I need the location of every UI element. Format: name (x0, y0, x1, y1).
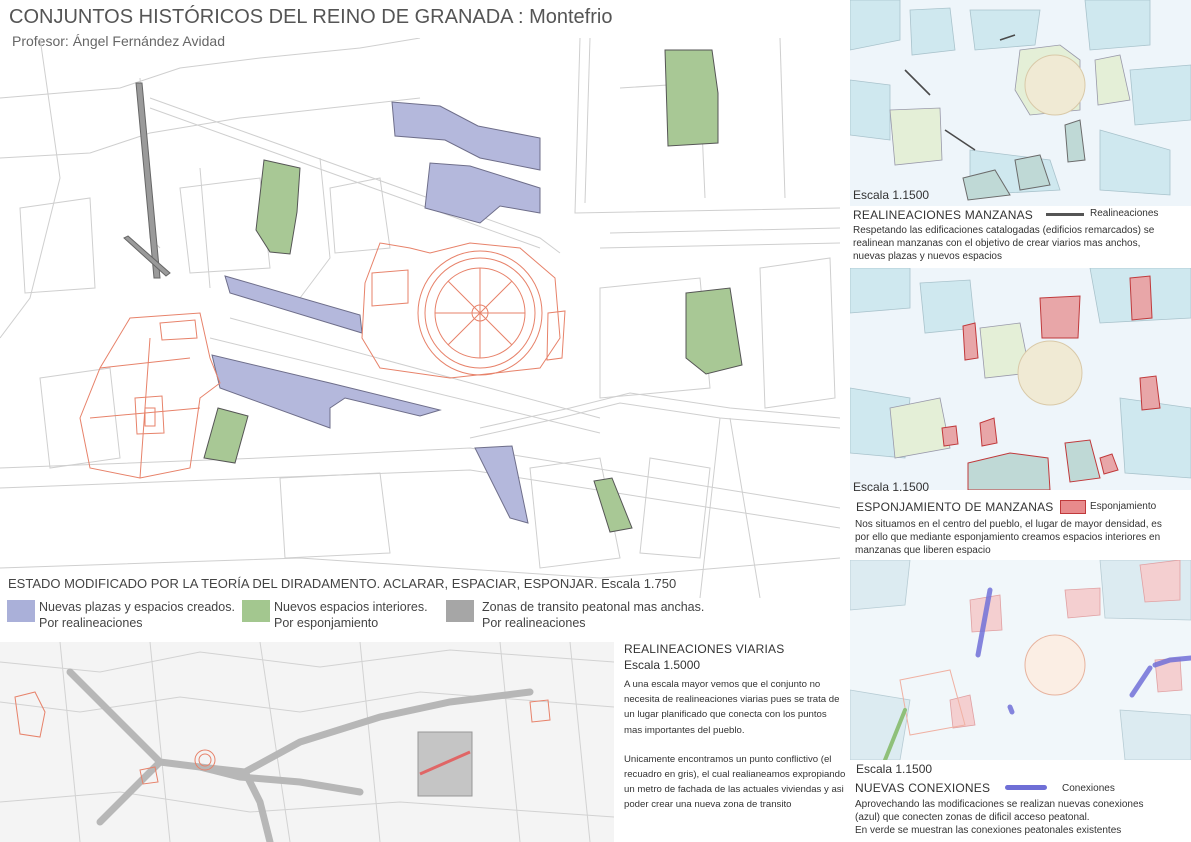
panel1-legend-label: Realineaciones (1090, 208, 1159, 219)
panel1-line-1: Respetando las edificaciones catalogadas (edificios remarcados) se (853, 225, 1155, 236)
panel3-scale: Escala 1.1500 (856, 762, 933, 776)
legend-item-transito (482, 599, 722, 631)
panel1-legend-line (1046, 213, 1084, 216)
panel1-line-2: realinean manzanas con el objetivo de crear viarios mas anchos, (853, 238, 1141, 249)
viarias-title: REALINEACIONES VIARIAS (624, 642, 785, 656)
main-plan-map (0, 38, 840, 598)
panel3-legend-line (1005, 785, 1047, 790)
panel3-line-3: En verde se muestran las conexiones peatonales existentes (855, 825, 1122, 836)
viarias-paragraph-1: A una escala mayor vemos que el conjunto no necesita de realineaciones viarias pues se trata de un lugar planificado que conecta con los puntos mas importantes del pueblo. (624, 679, 840, 736)
panel1-description (853, 224, 1189, 263)
viarias-scale: Escala 1.5000 (624, 658, 701, 672)
panel2-line-2: por ello que mediante esponjamiento creamos espacios interiores en (855, 532, 1161, 543)
esponjamiento-map (850, 268, 1191, 490)
panel3-line-1: Aprovechando las modificaciones se realizan nuevas conexiones (855, 799, 1144, 810)
page-title: CONJUNTOS HISTÓRICOS DEL REINO DE GRANADA : Montefrio (9, 6, 613, 28)
legend-transito-line1: Zonas de transito peatonal mas anchas. (482, 600, 705, 614)
professor-name: Profesor: Ángel Fernández Avidad (12, 33, 225, 49)
realineaciones-map (850, 0, 1191, 206)
viarias-map (0, 642, 614, 842)
panel1-scale: Escala 1.1500 (853, 188, 930, 202)
panel2-line-1: Nos situamos en el centro del pueblo, el lugar de mayor densidad, es (855, 519, 1162, 530)
panel2-legend-swatch (1060, 500, 1086, 514)
legend-item-interiores (274, 599, 454, 631)
conexiones-map (850, 560, 1191, 760)
panel2-title: ESPONJAMIENTO DE MANZANAS (856, 500, 1054, 514)
legend-plazas-line2: Por realineaciones (39, 616, 143, 630)
panel3-line-2: (azul) que conecten zonas de dificil acceso peatonal. (855, 812, 1090, 823)
panel3-title: NUEVAS CONEXIONES (855, 781, 991, 795)
legend-plazas-line1: Nuevas plazas y espacios creados. (39, 600, 235, 614)
panel2-scale: Escala 1.1500 (853, 480, 930, 494)
panel1-line-3: nuevas plazas y nuevos espacios (853, 251, 1002, 262)
main-map-caption: ESTADO MODIFICADO POR LA TEORÍA DEL DIRADAMENTO. ACLARAR, ESPACIAR, ESPONJAR. Escala 1.750 (8, 576, 677, 591)
panel1-title: REALINEACIONES MANZANAS (853, 208, 1033, 222)
viarias-paragraph-2: Unicamente encontramos un punto conflictivo (el recuadro en gris), el cual realianeamos expropiando un metro de fachada de las actuales viviendas y asi poder crear una nueva zona de transito (624, 753, 846, 811)
viarias-description (624, 677, 846, 827)
legend-swatch-transito (446, 600, 474, 622)
legend-transito-line2: Por realineaciones (482, 616, 586, 630)
legend-interiores-line1: Nuevos espacios interiores. (274, 600, 428, 614)
panel2-legend-label: Esponjamiento (1090, 501, 1157, 512)
panel2-line-3: manzanas que liberen espacio (855, 545, 991, 556)
panel2-description (855, 518, 1191, 557)
legend-interiores-line2: Por esponjamiento (274, 616, 379, 630)
legend-swatch-interiores (242, 600, 270, 622)
panel3-description (855, 798, 1191, 837)
legend-item-plazas (39, 599, 239, 631)
legend-swatch-plazas (7, 600, 35, 622)
panel3-legend-label: Conexiones (1062, 783, 1115, 794)
